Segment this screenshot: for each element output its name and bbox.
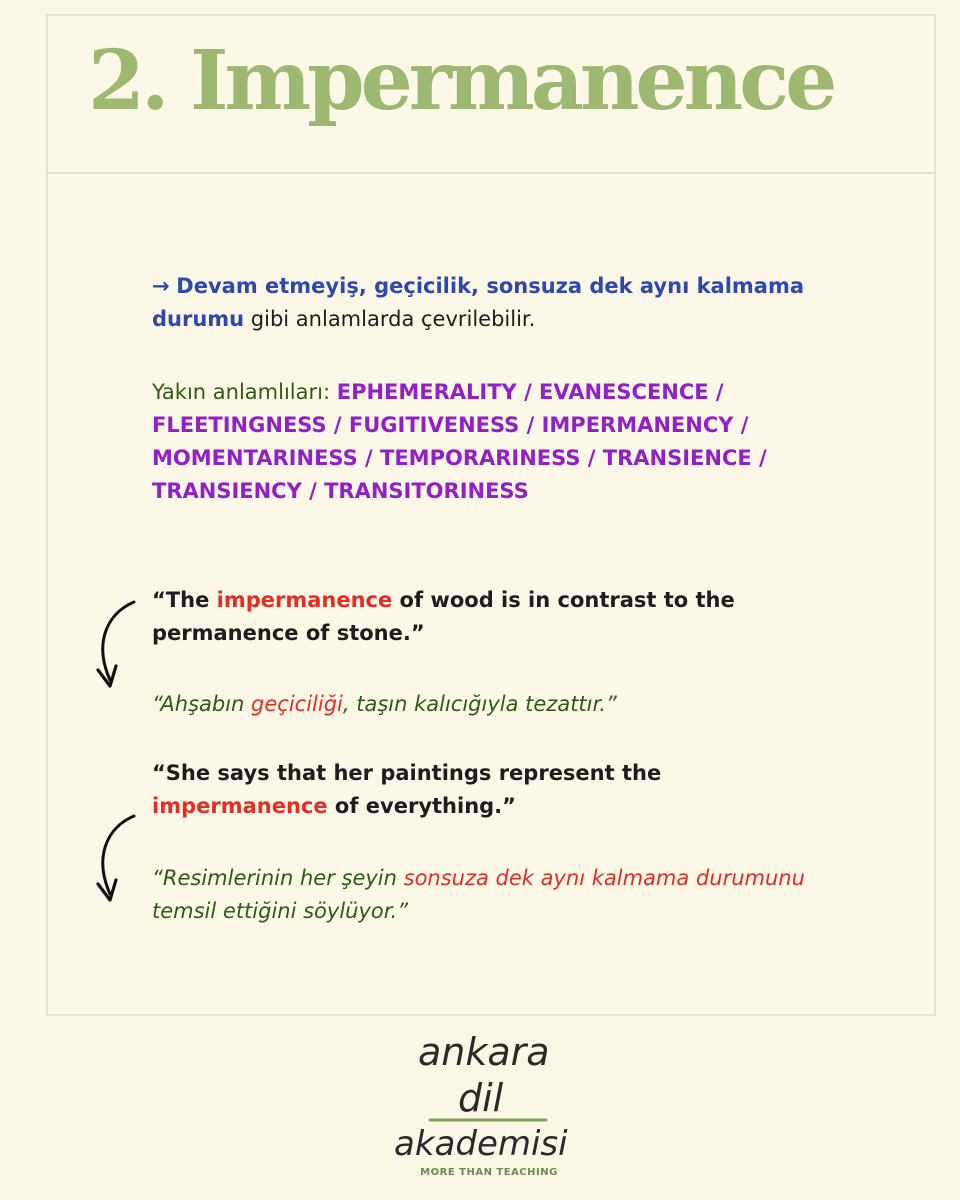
example-1-tr-post: , taşın kalıcığıyla tezattır.” bbox=[342, 692, 617, 716]
synonyms-list: EPHEMERALITY / EVANESCENCE / FLEETINGNESS / FUGITIVENESS / IMPERMANENCY / MOMENTARINESS / TEMPORARINESS / TRANSIENCE / TRANSIENCY / TRANSITORINESS bbox=[152, 380, 767, 503]
example-1-en-pre: “The bbox=[152, 588, 217, 612]
definition-highlight: Devam etmeyiş, geçicilik, sonsuza dek aynı kalmama durumu bbox=[152, 274, 805, 331]
logo-line-3: akademisi bbox=[394, 1124, 568, 1164]
arrow-icon: → bbox=[152, 274, 170, 298]
example-2-tr-post: temsil ettiğini söylüyor.” bbox=[152, 899, 408, 923]
example-1-keyword: impermanence bbox=[216, 588, 393, 612]
logo-line-1: ankara bbox=[418, 1030, 550, 1074]
example-1-english bbox=[152, 584, 832, 650]
definition bbox=[152, 270, 832, 336]
example-1-translation bbox=[152, 688, 832, 721]
logo-tagline: MORE THAN TEACHING bbox=[420, 1167, 558, 1178]
curved-arrow-icon bbox=[88, 596, 148, 696]
synonyms bbox=[152, 376, 832, 508]
definition-rest: gibi anlamlarda çevrilebilir. bbox=[244, 307, 536, 331]
example-1-tr-keyword: geçiciliği bbox=[251, 692, 343, 716]
title-divider bbox=[46, 172, 936, 174]
example-1-tr-pre: “Ahşabın bbox=[152, 692, 252, 716]
synonyms-label: Yakın anlamlıları: bbox=[152, 380, 337, 404]
example-2-translation bbox=[152, 862, 832, 928]
logo-underline bbox=[428, 1116, 548, 1124]
example-2-english bbox=[152, 757, 832, 823]
example-2-tr-pre: “Resimlerinin her şeyin bbox=[152, 866, 404, 890]
ankara-dil-akademisi-logo bbox=[388, 1030, 588, 1190]
example-2-en-pre: “She says that her paintings represent the bbox=[152, 761, 662, 785]
page-title: 2. Impermanence bbox=[88, 33, 834, 129]
example-2-en-post: of everything.” bbox=[327, 794, 516, 818]
logo-line-2: dil bbox=[458, 1076, 504, 1120]
example-2-tr-keyword: sonsuza dek aynı kalmama durumunu bbox=[403, 866, 805, 890]
curved-arrow-icon bbox=[88, 810, 148, 910]
example-2-keyword: impermanence bbox=[152, 794, 328, 818]
example-1-en-post: of wood is in contrast to the permanence of stone.” bbox=[152, 588, 735, 645]
